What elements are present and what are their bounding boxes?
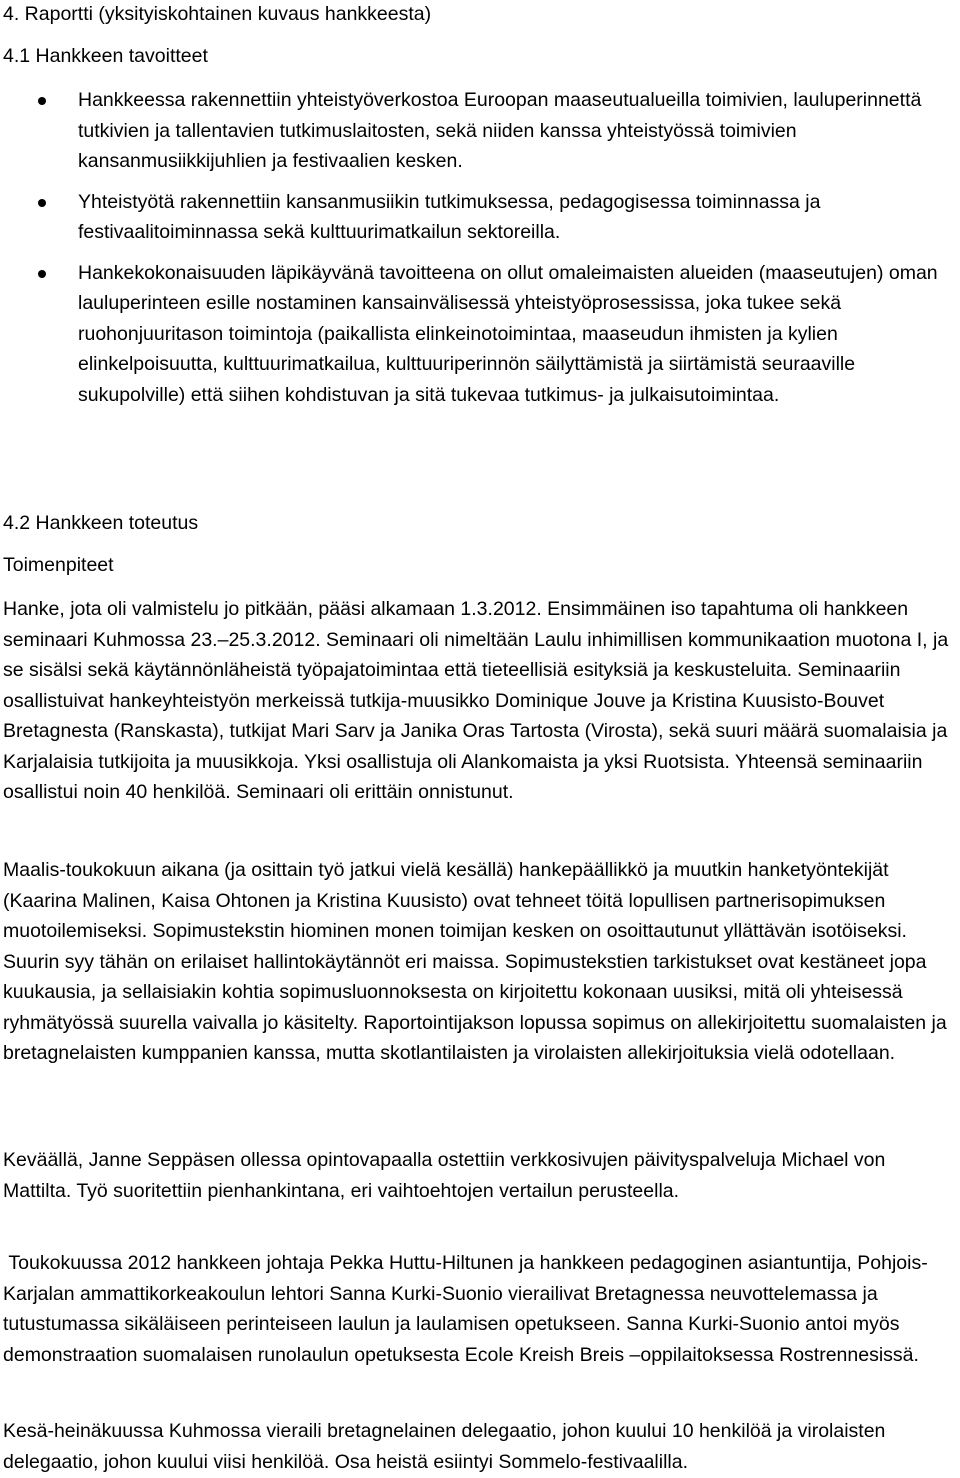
goal-text: Hankkeessa rakennettiin yhteistyöverkostoa Euroopan maaseutualueilla toimivien, lauluperinnettä tutkivien ja tallentavien tutkimuslaitosten, sekä niiden kanssa yhteistyössä toimivien kansanmusiikkijuhlien ja festivaalien kesken. (78, 89, 922, 172)
goal-text: Hankekokonaisuuden läpikäyvänä tavoitteena on ollut omaleimaisten alueiden (maaseutujen) oman lauluperinteen esille nostaminen kansainvälisessä yhteistyöprosessissa, joka tukee sekä ruohonjuuritason toimintoja (paikallista elinkeinotoimintaa, maaseudun ihmisten ja kylien elinkelpoisuutta, kulttuurimatkailua, kulttuuriperinnön säilyttämistä ja siirtämistä seuraaville sukupolville) että siihen kohdistuvan ja sitä tukevaa tutkimus- ja julkaisutoimintaa. (78, 261, 938, 406)
section-4-1-heading: 4.1 Hankkeen tavoitteet (3, 45, 208, 67)
bullet-dot-icon (38, 97, 46, 105)
body-paragraph: Keväällä, Janne Seppäsen ollessa opintovapaalla ostettiin verkkosivujen päivityspalveluja Michael von Mattilta. Työ suoritettiin pienhankintana, eri vaihtoehtojen vertailun perusteella. (3, 1149, 886, 1202)
section-4-2-heading: 4.2 Hankkeen toteutus (3, 512, 199, 534)
goal-item (0, 258, 958, 411)
goal-item (0, 85, 958, 177)
bullet-dot-icon (38, 199, 46, 207)
section-4-heading: 4. Raportti (yksityiskohtainen kuvaus hankkeesta) (3, 3, 432, 25)
measures-subheading: Toimenpiteet (3, 554, 114, 576)
body-paragraph: Maalis-toukokuun aikana (ja osittain työ jatkui vielä kesällä) hankepäällikkö ja muutkin hanketyöntekijät (Kaarina Malinen, Kaisa Ohtonen ja Kristina Kuusisto) ovat tehneet töitä lopullisen partnerisopimuksen muotoilemiseksi. Sopimustekstin hiominen monen toimijan kesken on osoittautunut yllättävän isotöiseksi. Suurin syy tähän on erilaiset hallintokäytännöt eri maissa. Sopimustekstien tarkistukset ovat kestäneet jopa kuukausia, ja sellaisiakin kohtia sopimusluonnoksesta on kirjoitettu kokonaan uusiksi, mitä oli yhteisessä ryhmätyössä suurella vaivalla jo käsitelty. Raportointijakson lopussa sopimus on allekirjoitettu suomalaisten ja bretagnelaisten kumppanien kanssa, mutta skotlantilaisten ja virolaisten allekirjoituksia vielä odotellaan. (3, 859, 947, 1064)
body-paragraph: Hanke, jota oli valmistelu jo pitkään, pääsi alkamaan 1.3.2012. Ensimmäinen iso tapahtuma oli hankkeen seminaari Kuhmossa 23.–25.3.2012. Seminaari oli nimeltään Laulu inhimillisen kommunikaation muotona I, ja se sisälsi sekä käytännönläheistä työpajatoimintaa että tieteellisiä esityksiä ja keskusteluita. Seminaariin osallistuivat hankeyhteistyön merkeissä tutkija-muusikko Dominique Jouve ja Kristina Kuusisto-Bouvet Bretagnesta (Ranskasta), tutkijat Mari Sarv ja Janika Oras Tartosta (Virosta), sekä suuri määrä suomalaisia ja Karjalaisia tutkijoita ja muusikkoja. Yksi osallistuja oli Alankomaista ja yksi Ruotsista. Yhteensä seminaariin osallistui noin 40 henkilöä. Seminaari oli erittäin onnistunut. (3, 598, 949, 803)
goal-text: Yhteistyötä rakennettiin kansanmusiikin tutkimuksessa, pedagogisessa toiminnassa ja festivaalitoiminnassa sekä kulttuurimatkailun sektoreilla. (78, 190, 821, 243)
bullet-dot-icon (38, 270, 46, 278)
goals-list (0, 85, 960, 410)
goal-item (0, 187, 958, 248)
body-paragraph: Toukokuussa 2012 hankkeen johtaja Pekka Huttu-Hiltunen ja hankkeen pedagoginen asiantuntija, Pohjois-Karjalan ammattikorkeakoulun lehtori Sanna Kurki-Suonio vierailivat Bretagnessa neuvottelemassa ja tutustumassa sikäläiseen perinteiseen laulun ja laulamisen opetukseen. Sanna Kurki-Suonio antoi myös demonstraation suomalaisen runolaulun opetuksesta Ecole Kreish Breis –oppilaitoksessa Rostrennesissä. (3, 1252, 928, 1366)
body-paragraph: Kesä-heinäkuussa Kuhmossa vieraili bretagnelainen delegaatio, johon kuului 10 henkilöä ja virolaisten delegaatio, johon kuului viisi henkilöä. Osa heistä esiintyi Sommelo-festivaalilla. (3, 1420, 886, 1473)
